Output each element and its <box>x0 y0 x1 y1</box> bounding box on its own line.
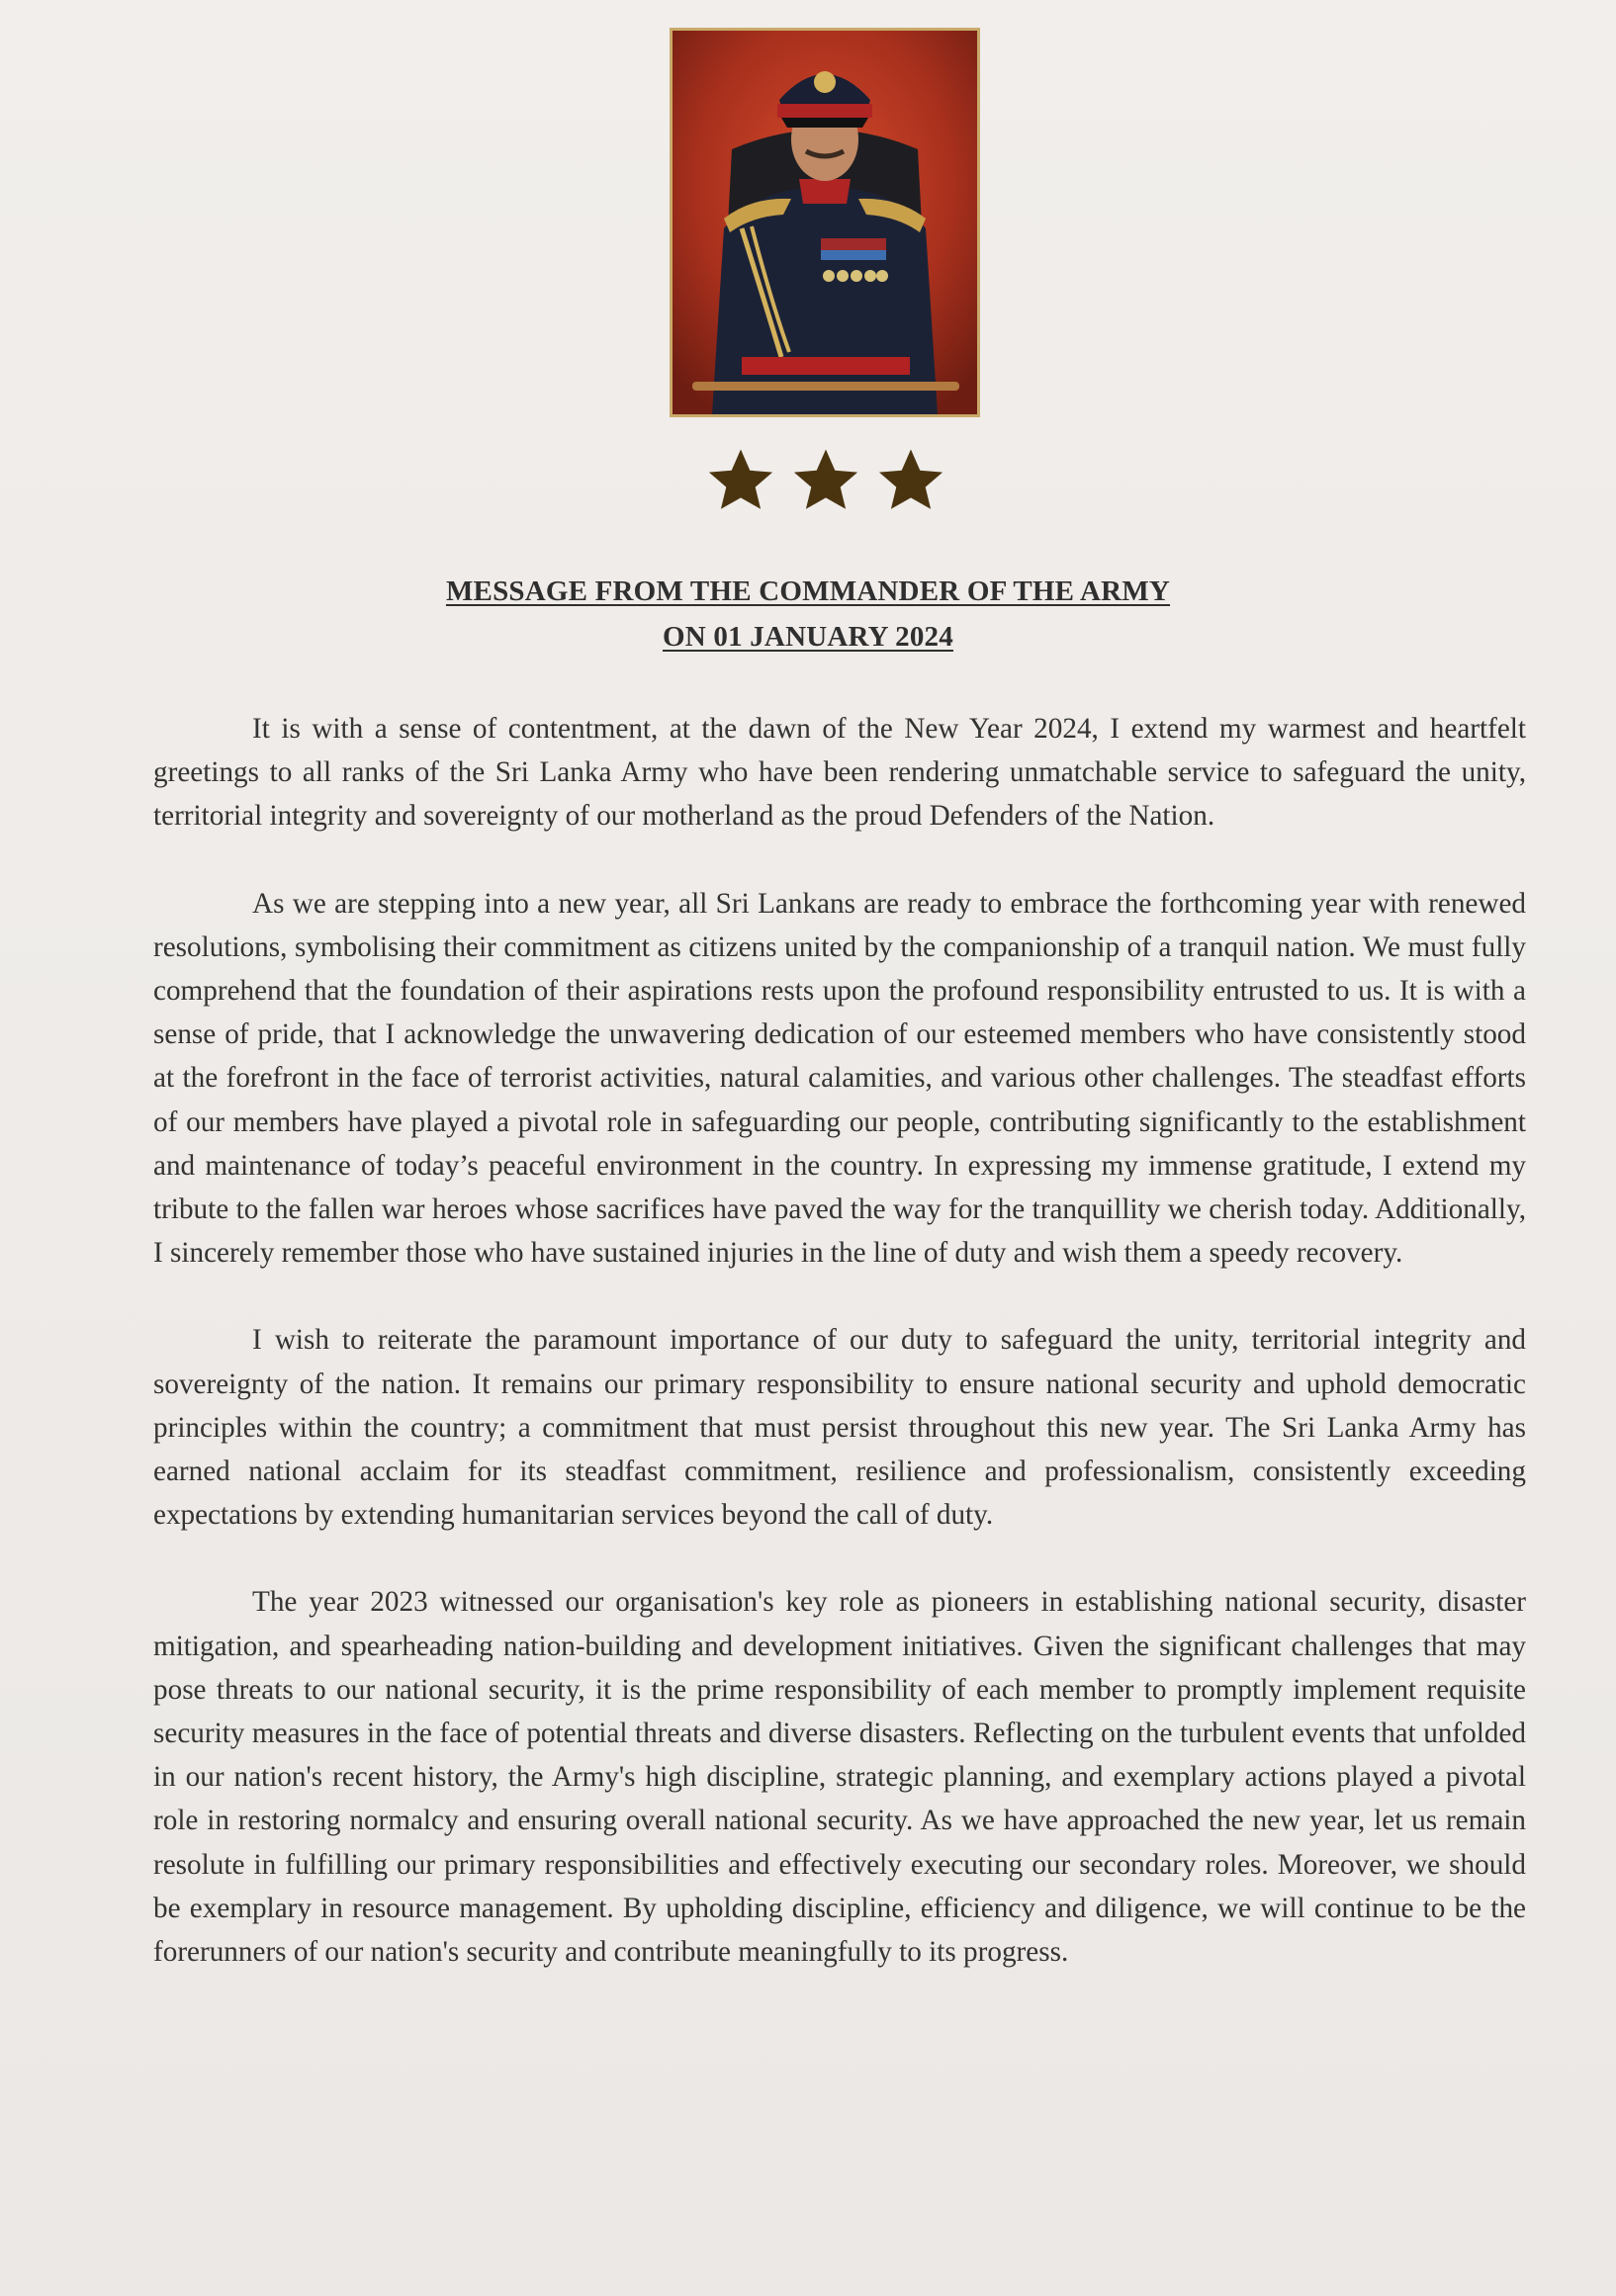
document-title-line-2 <box>297 621 1319 654</box>
paragraph: I wish to reiterate the paramount importance of our duty to safeguard the unity, territorial integrity and sovereignty of the nation. It remains our primary responsibility to ensure national security and uphold democratic principles within the country; a commitment that must persist throughout this new year. The Sri Lanka Army has earned national acclaim for its steadfast commitment, resilience and professionalism, consistently exceeding expectations by extending humanitarian services beyond the call of duty. <box>153 1324 1526 1532</box>
commander-portrait <box>670 28 980 417</box>
star-icon <box>790 445 861 524</box>
title-text: MESSAGE FROM THE COMMANDER OF THE ARMY <box>445 575 1171 607</box>
title-date: ON 01 JANUARY 2024 <box>663 621 953 653</box>
paragraph: As we are stepping into a new year, all Sri Lankans are ready to embrace the forthcoming year with renewed resolutions, symbolising their commitment as citizens united by the companionship of a tranquil nation. We must fully comprehend that the foundation of their aspirations rests upon the profound responsibility entrusted to us. It is with a sense of pride, that I acknowledge the unwavering dedication of our esteemed members who have consistently stood at the forefront in the face of terrorist activities, natural calamities, and various other challenges. The steadfast efforts of our members have played a pivotal role in safeguarding our people, contributing significantly to the establishment and maintenance of today’s peaceful environment in the country. In expressing my immense gratitude, I extend my tribute to the fallen war heroes whose sacrifices have paved the way for the tranquillity we cherish today. Additionally, I sincerely remember those who have sustained injuries in the line of duty and wish them a speedy recovery. <box>153 887 1526 1270</box>
portrait-image <box>673 31 977 414</box>
document-title-line-1 <box>297 575 1319 608</box>
star-icon <box>875 445 946 524</box>
paragraph: The year 2023 witnessed our organisation's key role as pioneers in establishing national security, disaster mitigation, and spearheading nation-building and development initiatives. Given the significant challenges that may pose threats to our national security, it is the prime responsibility of each member to promptly implement requisite security measures in the face of potential threats and diverse disasters. Reflecting on the turbulent events that unfolded in our nation's recent history, the Army's high discipline, strategic planning, and exemplary actions played a pivotal role in restoring normalcy and ensuring overall national security. As we have approached the new year, let us remain resolute in fulfilling our primary responsibilities and effectively executing our secondary roles. Moreover, we should be exemplary in resource management. By upholding discipline, efficiency and diligence, we will continue to be the forerunners of our nation's security and contribute meaningfully to its progress. <box>153 1586 1526 1969</box>
star-icon <box>705 445 776 524</box>
message-body <box>153 707 1526 1974</box>
paragraph: It is with a sense of contentment, at the dawn of the New Year 2024, I extend my warmest and heartfelt greetings to all ranks of the Sri Lanka Army who have been rendering unmatchable service to safeguard the unity, territorial integrity and sovereignty of our motherland as the proud Defenders of the Nation. <box>153 713 1526 833</box>
rank-stars <box>692 445 959 524</box>
